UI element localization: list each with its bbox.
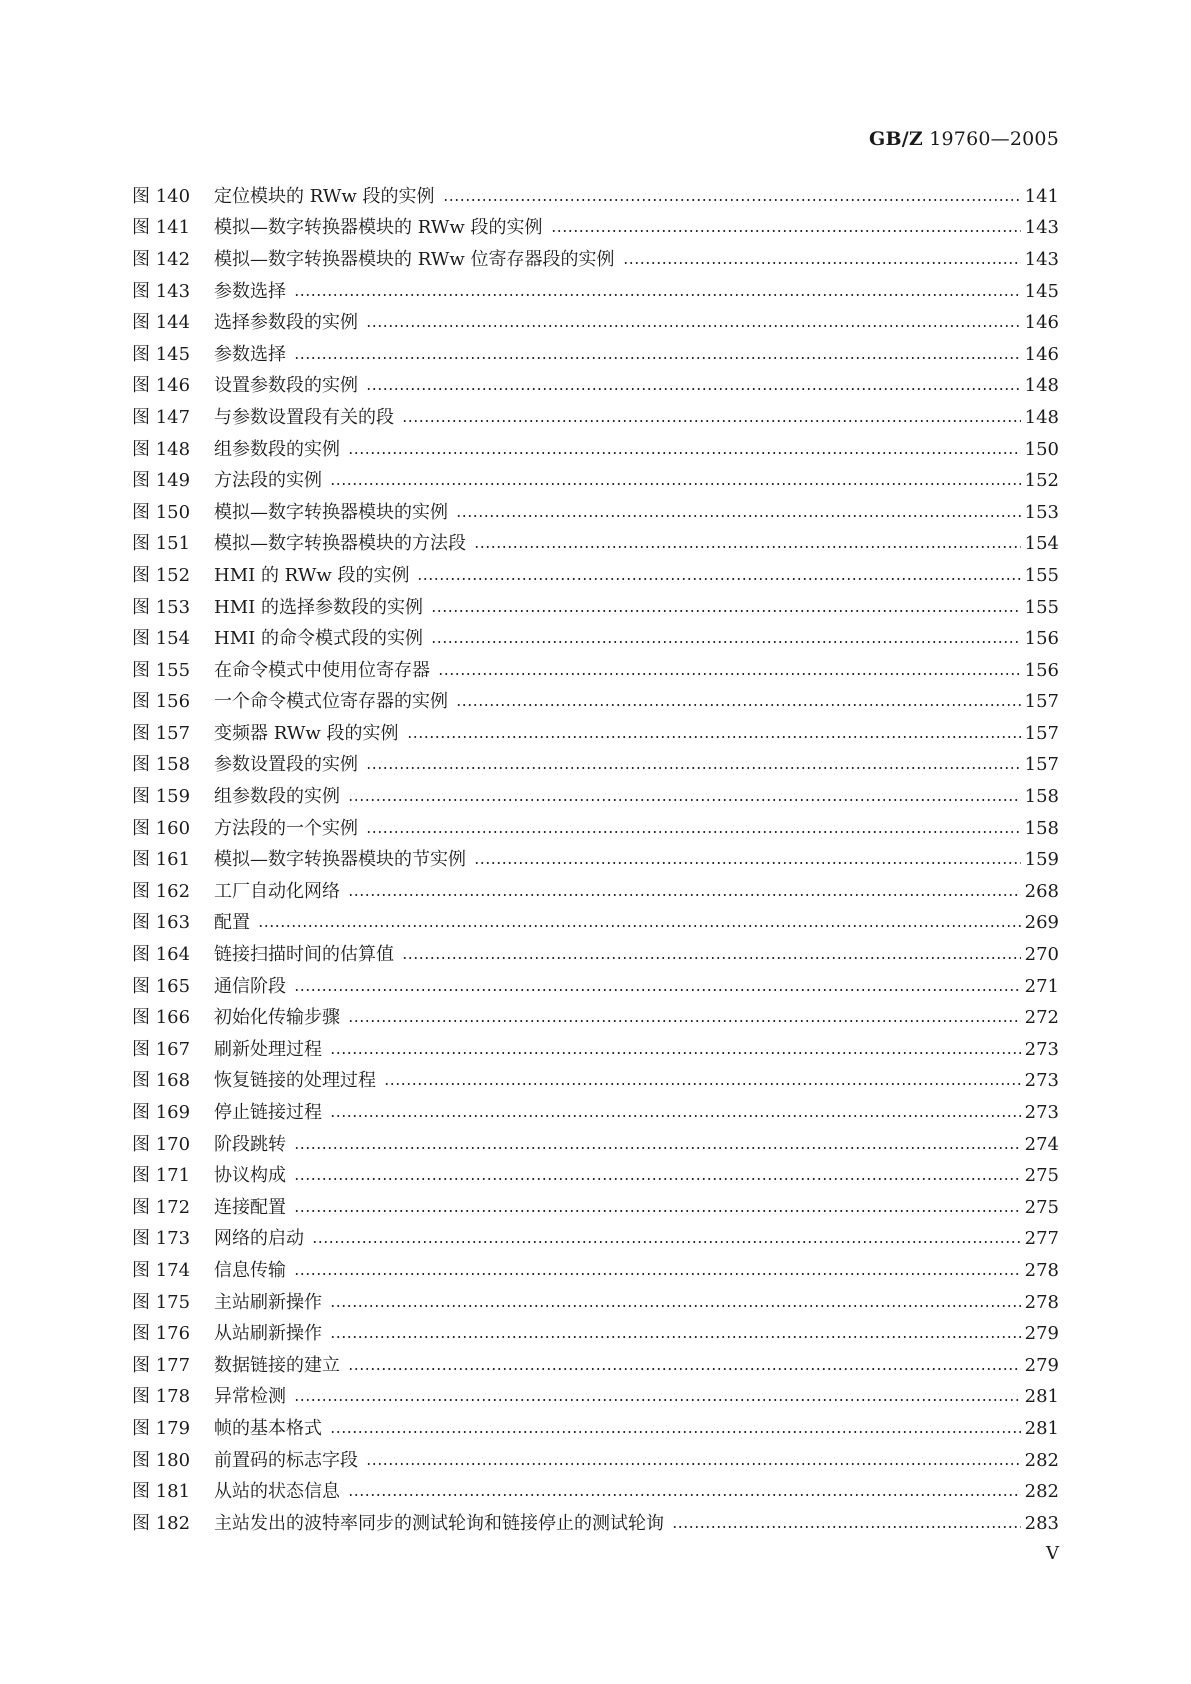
toc-entry[interactable] [132,1508,1059,1540]
toc-entry[interactable] [132,307,1059,339]
dot-leader [551,230,1021,232]
figure-label: 图 141 [132,217,191,239]
figure-page-number[interactable]: 269 [1024,912,1059,934]
figure-page-number[interactable]: 273 [1024,1070,1059,1092]
toc-entry[interactable] [132,939,1059,971]
figure-label: 图 147 [132,406,191,428]
dot-leader [456,704,1021,706]
figure-title[interactable]: 模拟—数字转换器模块的 RWw 位寄存器段的实例 [214,248,615,270]
figure-title[interactable]: 初始化传输步骤 [214,1007,340,1029]
figure-label: 图 160 [132,817,191,839]
figure-list [132,181,1059,1540]
dot-leader [431,641,1021,643]
toc-entry[interactable] [132,1287,1059,1319]
figure-label: 图 154 [132,628,191,650]
figure-title[interactable]: 信息传输 [214,1259,286,1281]
figure-page-number[interactable]: 155 [1024,564,1059,586]
dot-leader [348,452,1021,454]
toc-entry[interactable] [132,1255,1059,1287]
toc-entry[interactable] [132,750,1059,782]
figure-label: 图 167 [132,1038,191,1060]
figure-label: 图 174 [132,1259,191,1281]
figure-page-number[interactable]: 278 [1024,1291,1059,1313]
page-number: Ⅴ [1046,1543,1059,1564]
standard-code: GB/Z [869,128,923,150]
toc-entry[interactable] [132,971,1059,1003]
dot-leader [456,515,1021,517]
figure-page-number[interactable]: 273 [1024,1038,1059,1060]
toc-entry[interactable] [132,434,1059,466]
figure-title[interactable]: 在命令模式中使用位寄存器 [214,659,430,681]
figure-page-number[interactable]: 150 [1024,438,1059,460]
toc-entry[interactable] [132,465,1059,497]
toc-entry[interactable] [132,908,1059,940]
dot-leader [623,262,1021,264]
figure-title[interactable]: 帧的基本格式 [214,1417,322,1439]
toc-entry[interactable] [132,1382,1059,1414]
figure-title[interactable]: 网络的启动 [214,1228,304,1250]
figure-title[interactable]: 从站刷新操作 [214,1323,322,1345]
figure-page-number[interactable]: 271 [1024,975,1059,997]
dot-leader [312,1241,1021,1243]
figure-label: 图 146 [132,375,191,397]
figure-title[interactable]: 模拟—数字转换器模块的方法段 [214,533,466,555]
figure-title[interactable]: 设置参数段的实例 [214,375,358,397]
figure-page-number[interactable]: 146 [1024,312,1059,334]
figure-label: 图 181 [132,1481,191,1503]
figure-label: 图 162 [132,880,191,902]
figure-title[interactable]: 组参数段的实例 [214,438,340,460]
figure-label: 图 165 [132,975,191,997]
figure-label: 图 163 [132,912,191,934]
figure-label: 图 166 [132,1007,191,1029]
figure-label: 图 144 [132,312,191,334]
figure-label: 图 151 [132,533,191,555]
dot-leader [330,1052,1021,1054]
figure-title[interactable]: 连接配置 [214,1196,286,1218]
figure-page-number[interactable]: 283 [1024,1512,1059,1534]
figure-title[interactable]: 定位模块的 RWw 段的实例 [214,185,435,207]
toc-entry[interactable] [132,1129,1059,1161]
dot-leader [474,546,1021,548]
toc-entry[interactable] [132,244,1059,276]
figure-label: 图 170 [132,1133,191,1155]
toc-entry[interactable] [132,371,1059,403]
figure-label: 图 172 [132,1196,191,1218]
figure-title[interactable]: 工厂自动化网络 [214,880,340,902]
figure-page-number[interactable]: 279 [1024,1323,1059,1345]
dot-leader [402,420,1021,422]
figure-title[interactable]: 变频器 RWw 段的实例 [214,722,399,744]
figure-page-number[interactable]: 275 [1024,1165,1059,1187]
figure-label: 图 171 [132,1165,191,1187]
figure-page-number[interactable]: 278 [1024,1259,1059,1281]
dot-leader [402,957,1021,959]
dot-leader [330,1431,1021,1433]
standard-header [869,128,1059,150]
figure-label: 图 145 [132,343,191,365]
toc-entry[interactable] [132,781,1059,813]
toc-entry[interactable] [132,1318,1059,1350]
figure-page-number[interactable]: 146 [1024,343,1059,365]
dot-leader [348,799,1021,801]
toc-entry[interactable] [132,1224,1059,1256]
figure-page-number[interactable]: 270 [1024,944,1059,966]
toc-entry[interactable] [132,339,1059,371]
figure-page-number[interactable]: 155 [1024,596,1059,618]
figure-title[interactable]: 参数选择 [214,280,286,302]
toc-entry[interactable] [132,655,1059,687]
dot-leader [330,1115,1021,1117]
dot-leader [348,1494,1021,1496]
dot-leader [258,925,1021,927]
figure-title[interactable]: 方法段的实例 [214,470,322,492]
dot-leader [294,1178,1021,1180]
figure-label: 图 150 [132,501,191,523]
figure-label: 图 173 [132,1228,191,1250]
figure-label: 图 143 [132,280,191,302]
toc-entry[interactable] [132,529,1059,561]
figure-label: 图 152 [132,564,191,586]
figure-title[interactable]: 刷新处理过程 [214,1038,322,1060]
figure-label: 图 149 [132,470,191,492]
figure-page-number[interactable]: 143 [1024,248,1059,270]
figure-label: 图 168 [132,1070,191,1092]
figure-label: 图 155 [132,659,191,681]
toc-entry[interactable] [132,497,1059,529]
figure-title[interactable]: 数据链接的建立 [214,1354,340,1376]
figure-page-number[interactable]: 154 [1024,533,1059,555]
dot-leader [366,325,1021,327]
dot-leader [366,831,1021,833]
dot-leader [431,610,1021,612]
figure-title[interactable]: 主站发出的波特率同步的测试轮询和链接停止的测试轮询 [214,1512,664,1534]
toc-entry[interactable] [132,623,1059,655]
toc-entry[interactable] [132,1097,1059,1129]
dot-leader [294,1147,1021,1149]
figure-title[interactable]: 组参数段的实例 [214,786,340,808]
dot-leader [366,1463,1021,1465]
figure-page-number[interactable]: 141 [1024,185,1059,207]
dot-leader [384,1083,1021,1085]
dot-leader [474,862,1021,864]
figure-page-number[interactable]: 153 [1024,501,1059,523]
figure-page-number[interactable]: 275 [1024,1196,1059,1218]
toc-entry[interactable] [132,718,1059,750]
dot-leader [443,199,1021,201]
figure-title[interactable]: HMI 的命令模式段的实例 [214,628,423,650]
figure-title[interactable]: 阶段跳转 [214,1133,286,1155]
figure-page-number[interactable]: 157 [1024,691,1059,713]
figure-label: 图 159 [132,786,191,808]
figure-page-number[interactable]: 156 [1024,628,1059,650]
figure-label: 图 182 [132,1512,191,1534]
figure-page-number[interactable]: 282 [1024,1449,1059,1471]
figure-label: 图 180 [132,1449,191,1471]
figure-label: 图 177 [132,1354,191,1376]
dot-leader [417,578,1020,580]
figure-label: 图 175 [132,1291,191,1313]
figure-page-number[interactable]: 274 [1024,1133,1059,1155]
figure-page-number[interactable]: 281 [1024,1417,1059,1439]
figure-label: 图 140 [132,185,191,207]
toc-entry[interactable] [132,1160,1059,1192]
figure-title[interactable]: 恢复链接的处理过程 [214,1070,376,1092]
figure-title[interactable]: 选择参数段的实例 [214,312,358,334]
figure-label: 图 161 [132,849,191,871]
figure-label: 图 169 [132,1102,191,1124]
figure-label: 图 176 [132,1323,191,1345]
toc-entry[interactable] [132,1192,1059,1224]
dot-leader [294,294,1021,296]
figure-title[interactable]: 协议构成 [214,1165,286,1187]
dot-leader [348,1020,1021,1022]
figure-label: 图 178 [132,1386,191,1408]
figure-title[interactable]: 参数设置段的实例 [214,754,358,776]
dot-leader [330,483,1021,485]
dot-leader [366,388,1021,390]
dot-leader [407,736,1021,738]
toc-entry[interactable] [132,1413,1059,1445]
dot-leader [294,1210,1021,1212]
figure-page-number[interactable]: 158 [1024,786,1059,808]
dot-leader [672,1526,1021,1528]
dot-leader [294,1273,1021,1275]
figure-page-number[interactable]: 272 [1024,1007,1059,1029]
figure-label: 图 148 [132,438,191,460]
figure-title[interactable]: HMI 的 RWw 段的实例 [214,564,410,586]
figure-title[interactable]: 前置码的标志字段 [214,1449,358,1471]
figure-label: 图 153 [132,596,191,618]
toc-entry[interactable] [132,1034,1059,1066]
figure-page-number[interactable]: 152 [1024,470,1059,492]
toc-entry[interactable] [132,844,1059,876]
dot-leader [366,767,1021,769]
figure-label: 图 164 [132,944,191,966]
toc-entry[interactable] [132,402,1059,434]
figure-title[interactable]: 模拟—数字转换器模块的节实例 [214,849,466,871]
toc-entry[interactable] [132,1066,1059,1098]
figure-label: 图 142 [132,248,191,270]
dot-leader [294,357,1021,359]
figure-title[interactable]: 与参数设置段有关的段 [214,406,394,428]
figure-page-number[interactable]: 277 [1024,1228,1059,1250]
toc-entry[interactable] [132,876,1059,908]
figure-label: 图 158 [132,754,191,776]
figure-page-number[interactable]: 282 [1024,1481,1059,1503]
figure-title[interactable]: 参数选择 [214,343,286,365]
dot-leader [294,989,1021,991]
figure-page-number[interactable]: 148 [1024,375,1059,397]
toc-entry[interactable] [132,213,1059,245]
figure-title[interactable]: HMI 的选择参数段的实例 [214,596,423,618]
toc-entry[interactable] [132,592,1059,624]
toc-entry[interactable] [132,560,1059,592]
figure-label: 图 156 [132,691,191,713]
toc-entry[interactable] [132,181,1059,213]
dot-leader [438,673,1021,675]
standard-number: 19760—2005 [929,128,1059,150]
figure-title[interactable]: 配置 [214,912,250,934]
figure-page-number[interactable]: 143 [1024,217,1059,239]
figure-title[interactable]: 异常检测 [214,1386,286,1408]
figure-title[interactable]: 链接扫描时间的估算值 [214,944,394,966]
dot-leader [348,1368,1021,1370]
figure-title[interactable]: 一个命令模式位寄存器的实例 [214,691,448,713]
figure-page-number[interactable]: 148 [1024,406,1059,428]
figure-page-number[interactable]: 268 [1024,880,1059,902]
toc-entry[interactable] [132,813,1059,845]
toc-entry[interactable] [132,276,1059,308]
figure-page-number[interactable]: 158 [1024,817,1059,839]
figure-label: 图 157 [132,722,191,744]
figure-page-number[interactable]: 279 [1024,1354,1059,1376]
figure-page-number[interactable]: 157 [1024,754,1059,776]
figure-title[interactable]: 模拟—数字转换器模块的 RWw 段的实例 [214,217,543,239]
figure-page-number[interactable]: 156 [1024,659,1059,681]
figure-title[interactable]: 从站的状态信息 [214,1481,340,1503]
toc-entry[interactable] [132,687,1059,719]
dot-leader [330,1336,1021,1338]
figure-title[interactable]: 方法段的一个实例 [214,817,358,839]
figure-title[interactable]: 主站刷新操作 [214,1291,322,1313]
toc-entry[interactable] [132,1002,1059,1034]
figure-title[interactable]: 通信阶段 [214,975,286,997]
figure-title[interactable]: 模拟—数字转换器模块的实例 [214,501,448,523]
toc-entry[interactable] [132,1445,1059,1477]
figure-page-number[interactable]: 157 [1024,722,1059,744]
dot-leader [330,1305,1021,1307]
figure-page-number[interactable]: 273 [1024,1102,1059,1124]
toc-entry[interactable] [132,1350,1059,1382]
dot-leader [348,894,1021,896]
figure-page-number[interactable]: 145 [1024,280,1059,302]
figure-label: 图 179 [132,1417,191,1439]
dot-leader [294,1399,1021,1401]
toc-entry[interactable] [132,1476,1059,1508]
figure-page-number[interactable]: 281 [1024,1386,1059,1408]
figure-page-number[interactable]: 159 [1024,849,1059,871]
figure-title[interactable]: 停止链接过程 [214,1102,322,1124]
